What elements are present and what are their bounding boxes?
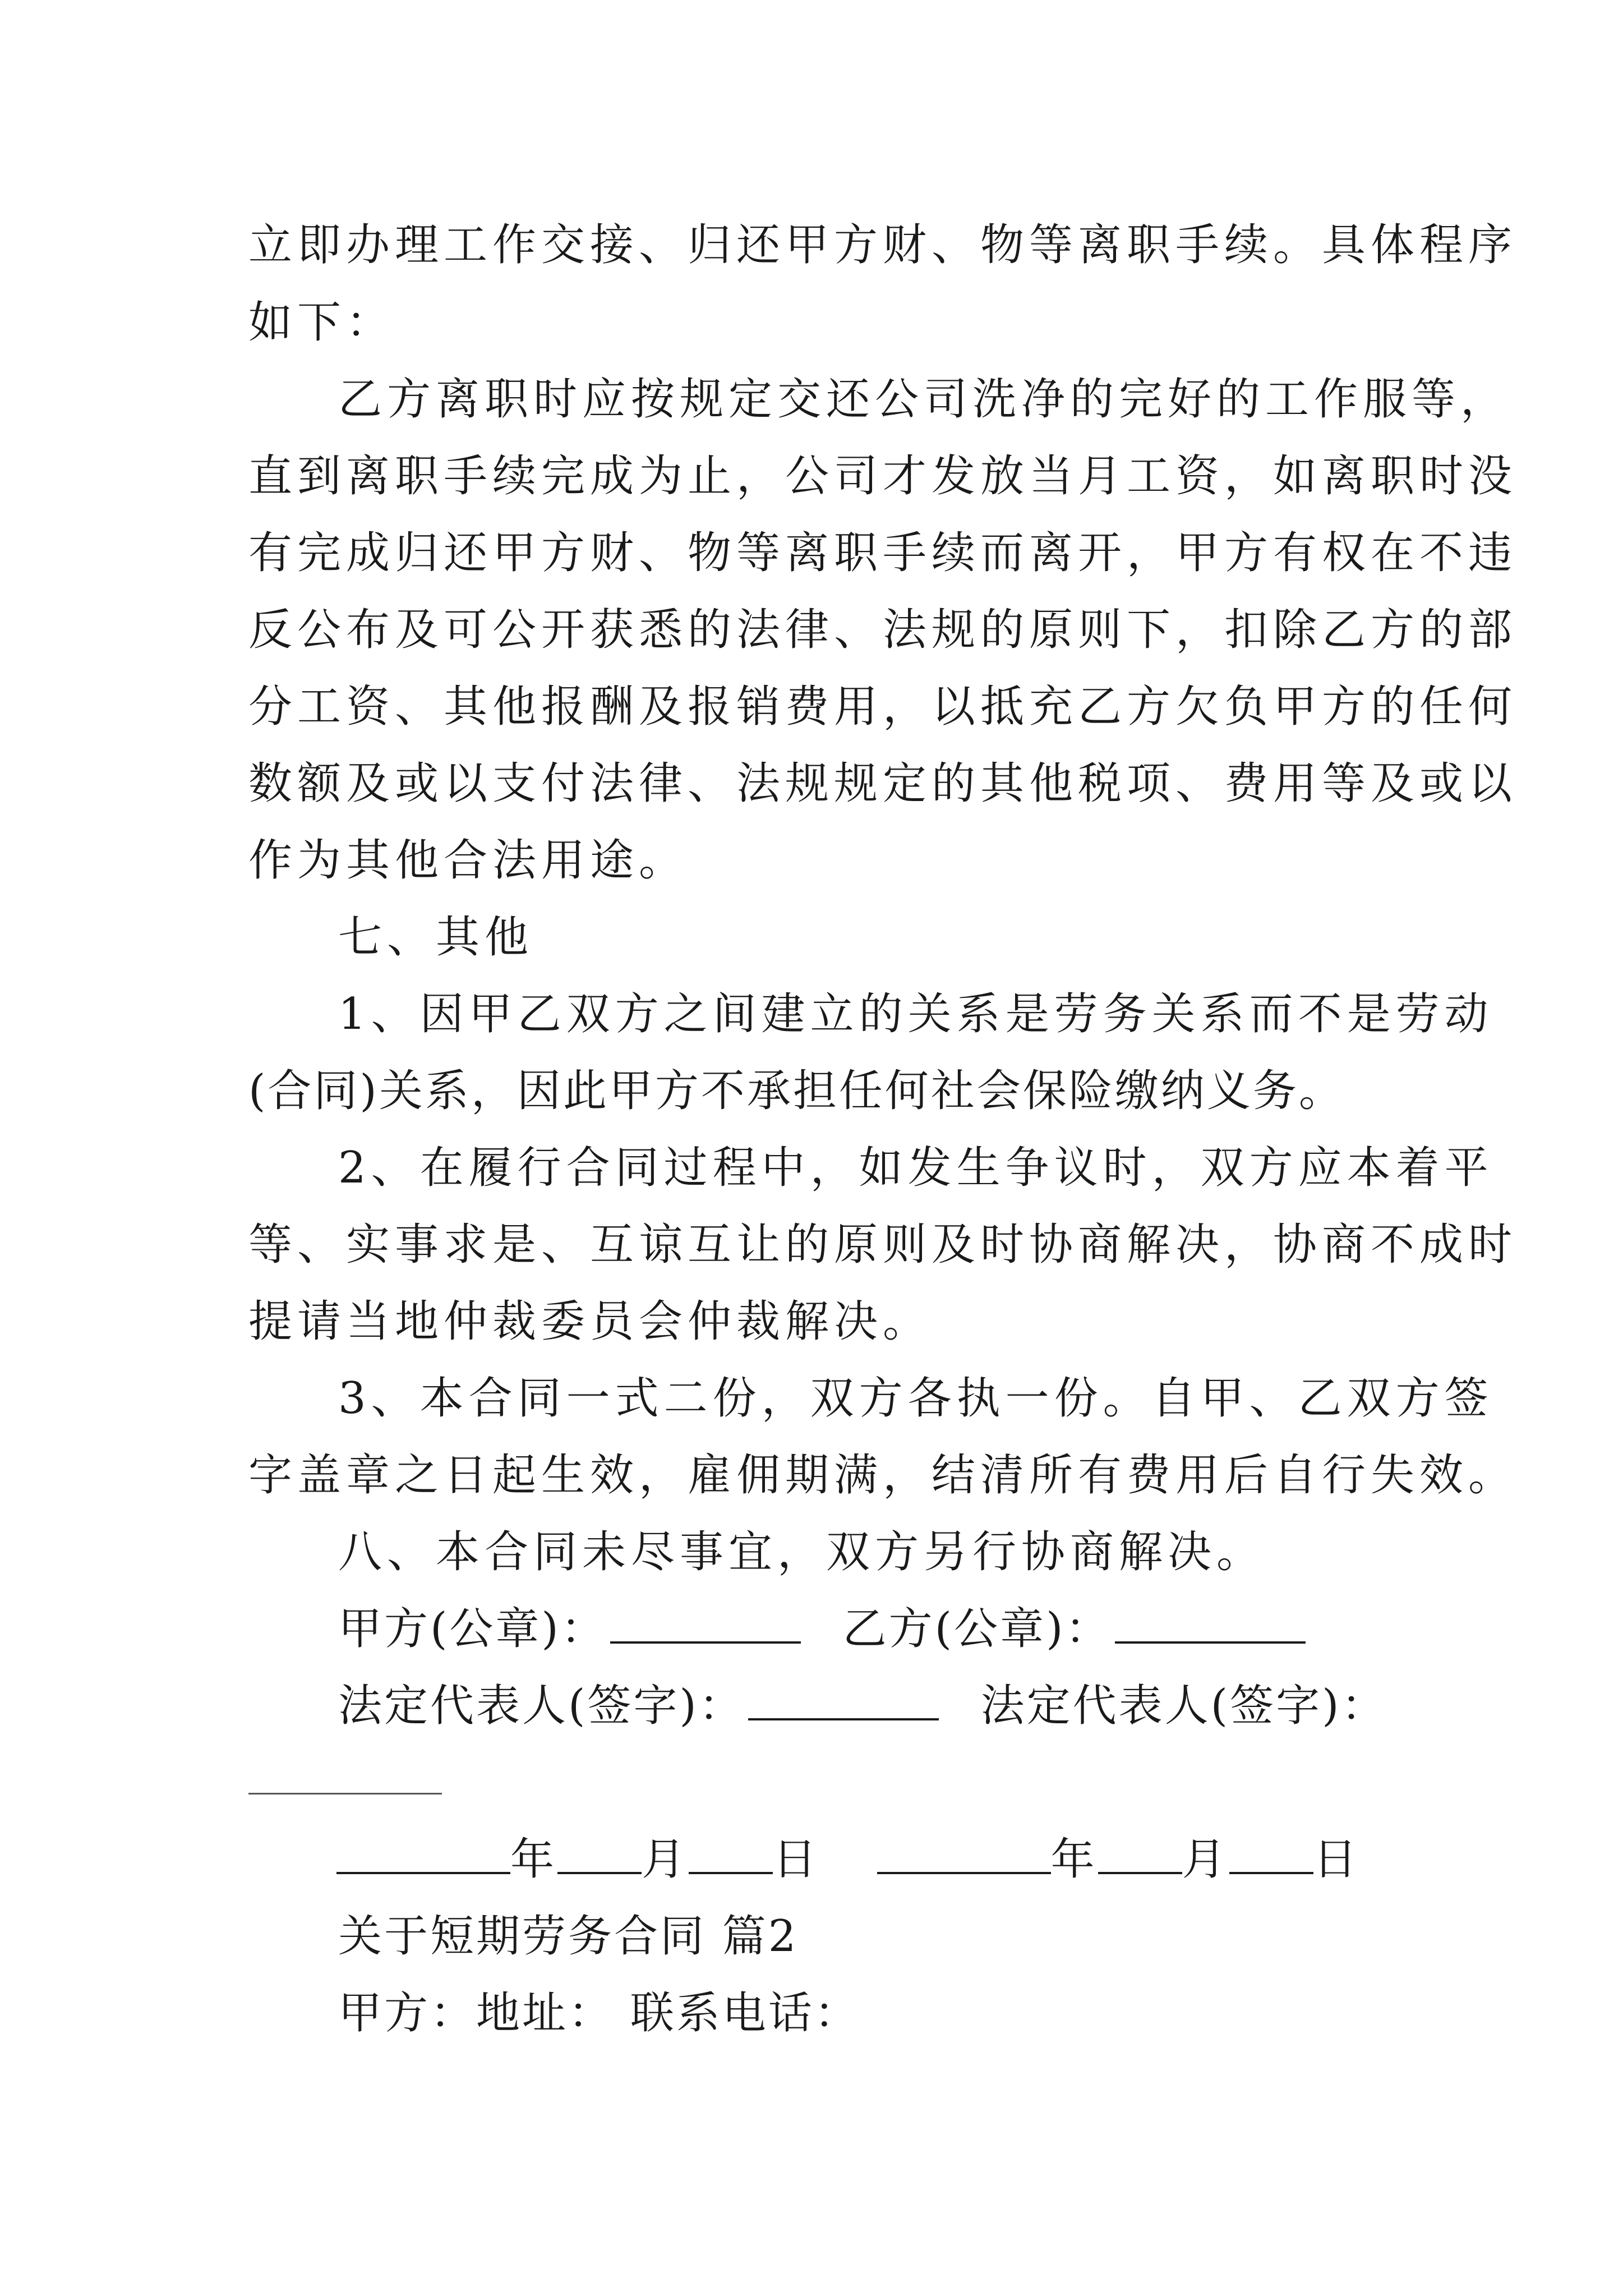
year-a-blank [336,1870,510,1874]
section2-party-a-line: 甲方：地址： 联系电话： [338,1988,860,2039]
paragraph-line: 提请当地仲裁委员会仲裁解决。 [248,1296,932,1347]
rep-b-blank [248,1793,442,1795]
signature-party-row [338,1604,1309,1654]
month-a-label: 月 [642,1834,689,1885]
paragraph-line: 作为其他合法用途。 [248,835,688,886]
party-a-seal-blank [610,1638,801,1644]
party-b-seal-blank [1115,1638,1306,1644]
paragraph-line: 直到离职手续完成为止，公司才发放当月工资，如离职时没 [248,451,1518,501]
rep-b-label: 法定代表人(签字)： [980,1681,1387,1731]
paragraph-line: 2、在履行合同过程中，如发生争议时，双方应本着平 [338,1143,1493,1193]
party-b-seal-label: 乙方(公章)： [842,1604,1112,1654]
day-a-blank [689,1870,773,1874]
paragraph-line: 数额及或以支付法律、法规规定的其他税项、费用等及或以 [248,758,1518,809]
paragraph-line: 如下： [248,297,395,348]
day-a-label: 日 [773,1834,820,1885]
party-a-seal-label: 甲方(公章)： [338,1604,607,1654]
paragraph-line: 等、实事求是、互谅互让的原则及时协商解决，协商不成时 [248,1220,1518,1270]
year-a-label: 年 [510,1834,558,1885]
month-a-blank [557,1870,642,1874]
paragraph-line: 3、本合同一式二份，双方各执一份。自甲、乙双方签 [338,1373,1493,1424]
paragraph-line: 立即办理工作交接、归还甲方财、物等离职手续。具体程序 [248,220,1518,270]
year-b-blank [877,1870,1051,1874]
paragraph-line: (合同)关系，因此甲方不承担任何社会保险缴纳义务。 [248,1066,1345,1116]
section-heading: 七、其他 [338,912,534,963]
paragraph-line: 1、因甲乙双方之间建立的关系是劳务关系而不是劳动 [338,989,1493,1039]
month-b-label: 月 [1182,1834,1229,1885]
paragraph-line: 八、本合同未尽事宜，双方另行协商解决。 [338,1527,1266,1577]
paragraph-line: 有完成归还甲方财、物等离职手续而离开，甲方有权在不违 [248,528,1518,578]
day-b-blank [1229,1870,1313,1874]
paragraph-line: 乙方离职时应按规定交还公司洗净的完好的工作服等， [338,374,1510,425]
year-b-label: 年 [1050,1834,1098,1885]
month-b-blank [1098,1870,1182,1874]
rep-a-blank [748,1715,939,1720]
paragraph-line: 反公布及可公开获悉的法律、法规的原则下，扣除乙方的部 [248,605,1518,655]
rep-a-label: 法定代表人(签字)： [338,1681,745,1731]
day-b-label: 日 [1313,1834,1361,1885]
signature-rep-row [338,1681,1387,1731]
paragraph-line: 分工资、其他报酬及报销费用，以抵充乙方欠负甲方的任何 [248,682,1518,732]
date-row [336,1834,1361,1885]
section2-title: 关于短期劳务合同 篇2 [338,1911,799,1962]
paragraph-line: 字盖章之日起生效，雇佣期满，结清所有费用后自行失效。 [248,1450,1518,1501]
